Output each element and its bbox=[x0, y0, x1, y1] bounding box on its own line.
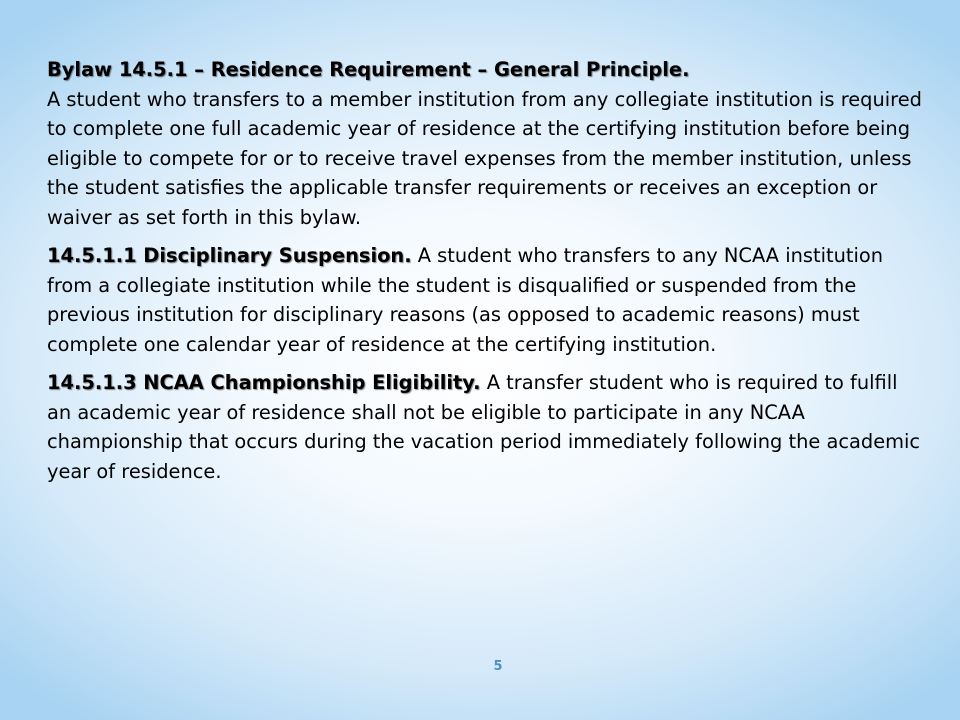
bylaw-heading: 14.5.1.1 Disciplinary Suspension. bbox=[47, 244, 412, 267]
bylaw-body: A student who transfers to any NCAA institution from a collegiate institution while the student is disqualified or suspended from the previous institution for disciplinary reasons (as opposed to academic reasons) must complete one calendar year of residence at the certifying institution. bbox=[47, 244, 884, 356]
bylaw-paragraph-residence-requirement bbox=[47, 55, 927, 232]
bylaw-heading: Bylaw 14.5.1 – Residence Requirement – General Principle. bbox=[47, 58, 690, 81]
bylaw-heading: 14.5.1.3 NCAA Championship Eligibility. bbox=[47, 371, 481, 394]
bylaw-paragraph-championship-eligibility bbox=[47, 368, 927, 486]
bylaw-body: A student who transfers to a member institution from any collegiate institution is required to complete one full academic year of residence at the certifying institution before being eligible to compete for or to receive travel expenses from the member institution, unless the student satisfies the applicable transfer requirements or receives an exception or waiver as set forth in this bylaw. bbox=[47, 87, 922, 229]
page-number: 5 bbox=[493, 659, 503, 674]
slide-content bbox=[47, 55, 927, 495]
bylaw-body: A transfer student who is required to fulfill an academic year of residence shall not be eligible to participate in any NCAA championship that occurs during the vacation period immediately following the academic year of residence. bbox=[47, 371, 921, 483]
bylaw-paragraph-disciplinary-suspension bbox=[47, 241, 927, 359]
